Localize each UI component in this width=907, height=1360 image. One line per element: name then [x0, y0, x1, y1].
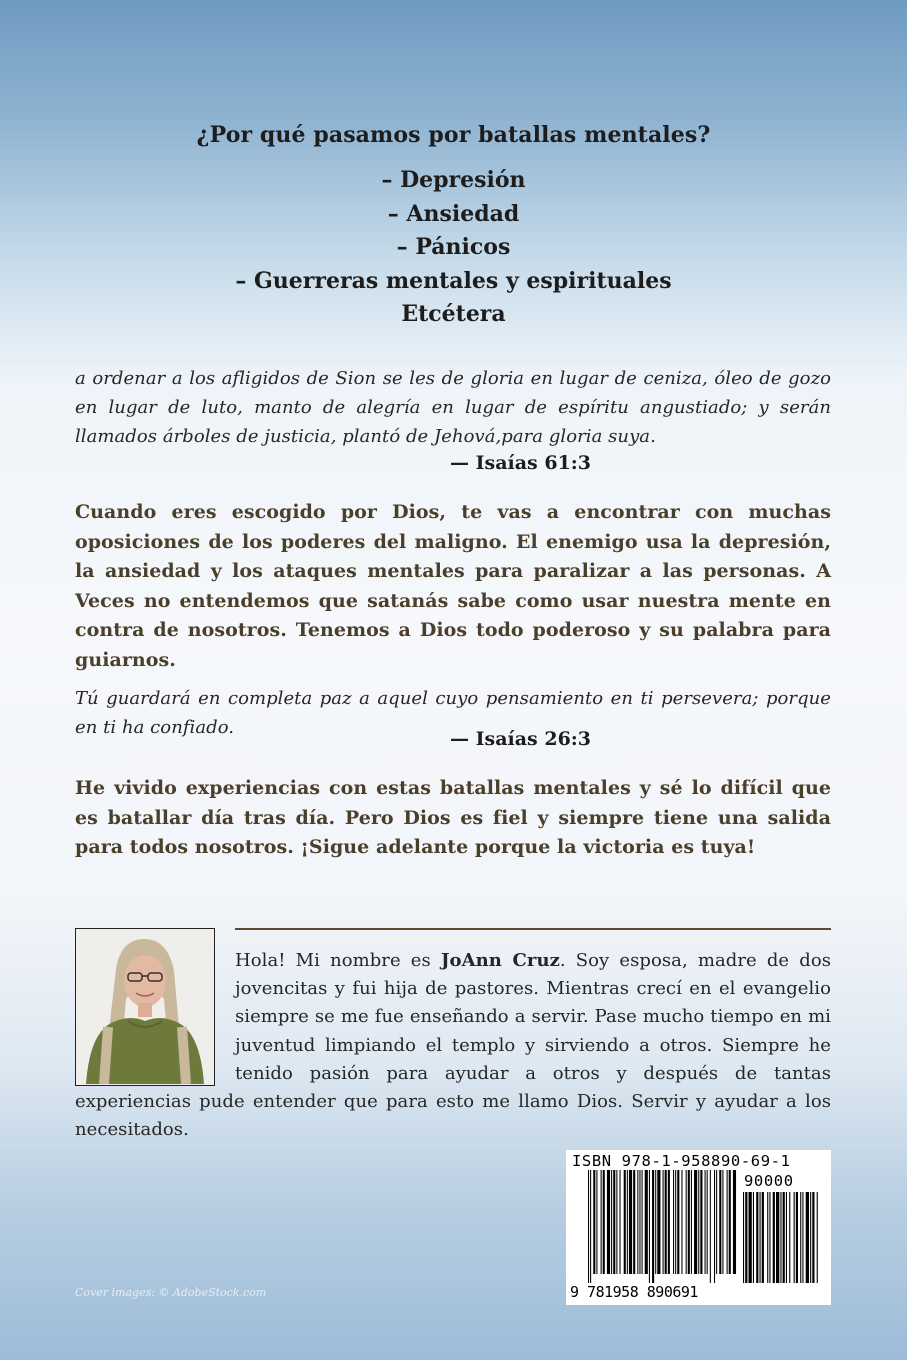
verse-reference: — Isaías 61:3	[450, 452, 592, 474]
photo-spacer	[75, 947, 235, 1077]
barcode-bar	[657, 1170, 660, 1274]
barcode-bar	[694, 1170, 697, 1274]
barcode-bar	[624, 1170, 626, 1274]
barcode-bar	[727, 1170, 728, 1274]
bio-text: . Soy esposa, madre de dos jovencitas y fui hija de pastores. Mientras crecí en el evangelio siempre se me fue enseñando a servir. Pase mucho tiempo en mi juventud limpiando el templo y sirviendo a otros. Siempre he tenido pasión para ayudar a otros y después de tantas experiencias pude entender que para esto me llamo Dios. Servir y ayudar a los necesitados.	[75, 950, 831, 1141]
barcode-bar	[596, 1170, 597, 1274]
barcode-bar	[681, 1170, 682, 1274]
barcode-bar	[743, 1192, 744, 1283]
body-paragraph: Cuando eres escogido por Dios, te vas a encontrar con muchas oposiciones de los poderes del maligno. El enemigo usa la depresión, la ansiedad y los ataques mentales para paralizar a las personas. A Veces no entendemos que satanás sabe como usar nuestra mente en contra de nosotros. Tenemos a Dios todo poderoso y su palabra para guiarnos.	[75, 501, 831, 671]
barcode-bar	[705, 1170, 706, 1274]
barcode-bar	[817, 1192, 818, 1283]
barcode-bar	[655, 1170, 656, 1274]
barcode-bar	[802, 1192, 803, 1283]
barcode-bar	[716, 1170, 717, 1274]
verse-isaias-26: Tú guardará en completa paz a aquel cuyo pensamiento en ti persevera; porque en ti ha confiado.	[75, 688, 831, 738]
closing-paragraph: He vivido experiencias con estas batallas mentales y sé lo difícil que es batallar día tras día. Pero Dios es fiel y siempre tiene una salida para todos nosotros. ¡Sigue adelante porque la victoria es tuya!	[75, 777, 831, 858]
barcode-bar	[789, 1192, 790, 1283]
topic-item: – Ansiedad	[387, 200, 520, 227]
barcode-bar	[637, 1170, 638, 1274]
barcode-bar	[710, 1170, 711, 1283]
barcode-bar	[629, 1170, 632, 1274]
bio-intro: Hola! Mi nombre es	[235, 950, 441, 971]
isbn-barcode	[566, 1150, 831, 1305]
barcode-bar	[707, 1170, 708, 1274]
barcode-bar	[745, 1192, 747, 1283]
barcode-bar	[783, 1192, 785, 1283]
barcode-bar	[611, 1170, 612, 1274]
barcode-bar	[633, 1170, 635, 1274]
topic-item: – Guerreras mentales y espirituales	[235, 267, 672, 294]
barcode-bar	[686, 1170, 687, 1274]
barcode-bar	[749, 1192, 752, 1283]
topic-list	[0, 164, 907, 332]
barcode-bar	[773, 1192, 775, 1283]
barcode-bar	[810, 1192, 811, 1283]
barcode-bar	[645, 1170, 648, 1274]
headline-question: ¿Por qué pasamos por batallas mentales?	[196, 122, 711, 148]
barcode-bar	[806, 1192, 809, 1283]
barcode-bar	[601, 1170, 602, 1274]
cover-credit: Cover images: © AdobeStock.com	[75, 1286, 267, 1299]
barcode-bar	[616, 1170, 617, 1274]
barcode-bar	[760, 1192, 761, 1283]
barcode-bar	[753, 1192, 754, 1283]
barcode-bar	[665, 1170, 667, 1274]
barcode-bar	[812, 1192, 814, 1283]
barcode-bar	[620, 1170, 621, 1274]
barcode-bar	[603, 1170, 605, 1274]
ean-digits: 9 781958 890691	[570, 1283, 698, 1301]
barcode-bar	[698, 1170, 699, 1274]
barcode-bar	[729, 1170, 731, 1274]
price-code: 90000	[744, 1172, 794, 1190]
barcode-bar	[668, 1170, 670, 1274]
barcode-bar	[714, 1170, 715, 1283]
barcode-bar	[776, 1192, 779, 1283]
barcode-bar	[673, 1170, 674, 1274]
barcode-bar	[767, 1192, 768, 1283]
topic-item: – Pánicos	[396, 234, 511, 260]
barcode-bar	[588, 1170, 589, 1283]
barcode-bar	[593, 1170, 595, 1274]
barcode-bar	[794, 1192, 795, 1283]
barcode-bar	[700, 1170, 702, 1274]
barcode-bar	[663, 1170, 664, 1274]
barcode-bar	[677, 1170, 679, 1274]
barcode-bar	[719, 1170, 721, 1274]
barcode-bar	[786, 1192, 787, 1283]
barcode-bar	[675, 1170, 676, 1274]
barcode-bar	[756, 1192, 758, 1283]
barcode-bar	[796, 1192, 798, 1283]
section-divider	[235, 928, 831, 930]
barcode-bar	[688, 1170, 690, 1274]
verse-isaias-61: a ordenar a los afligidos de Sion se les de gloria en lugar de ceniza, óleo de gozo en lugar de luto, manto de alegría en lugar de espíritu angustiado; y serán llamados árboles de justicia, plantó de Jehová,para gloria suya.	[75, 368, 831, 447]
author-name: JoAnn Cruz	[440, 950, 560, 971]
barcode-bar	[780, 1192, 781, 1283]
topic-item: Etcétera	[401, 301, 506, 327]
verse-reference: — Isaías 26:3	[450, 728, 592, 750]
barcode-bar	[762, 1192, 764, 1283]
barcode-bar	[769, 1192, 770, 1283]
barcode-bar	[691, 1170, 692, 1274]
topic-item: – Depresión	[381, 167, 526, 193]
barcode-bar	[733, 1170, 736, 1274]
barcode-bars	[588, 1170, 738, 1283]
barcode-bar	[649, 1170, 650, 1283]
barcode-bar	[639, 1170, 640, 1274]
barcode-bar	[627, 1170, 628, 1274]
barcode-bar	[613, 1170, 615, 1274]
barcode-bar	[652, 1170, 654, 1283]
barcode-bar	[642, 1170, 643, 1274]
author-bio	[75, 947, 831, 1144]
addon-barcode-bars	[743, 1192, 823, 1283]
isbn-label: ISBN 978-1-958890-69-1	[572, 1152, 791, 1170]
barcode-bar	[800, 1192, 801, 1283]
barcode-bar	[722, 1170, 723, 1274]
barcode-bar	[590, 1170, 591, 1283]
barcode-bar	[607, 1170, 610, 1274]
